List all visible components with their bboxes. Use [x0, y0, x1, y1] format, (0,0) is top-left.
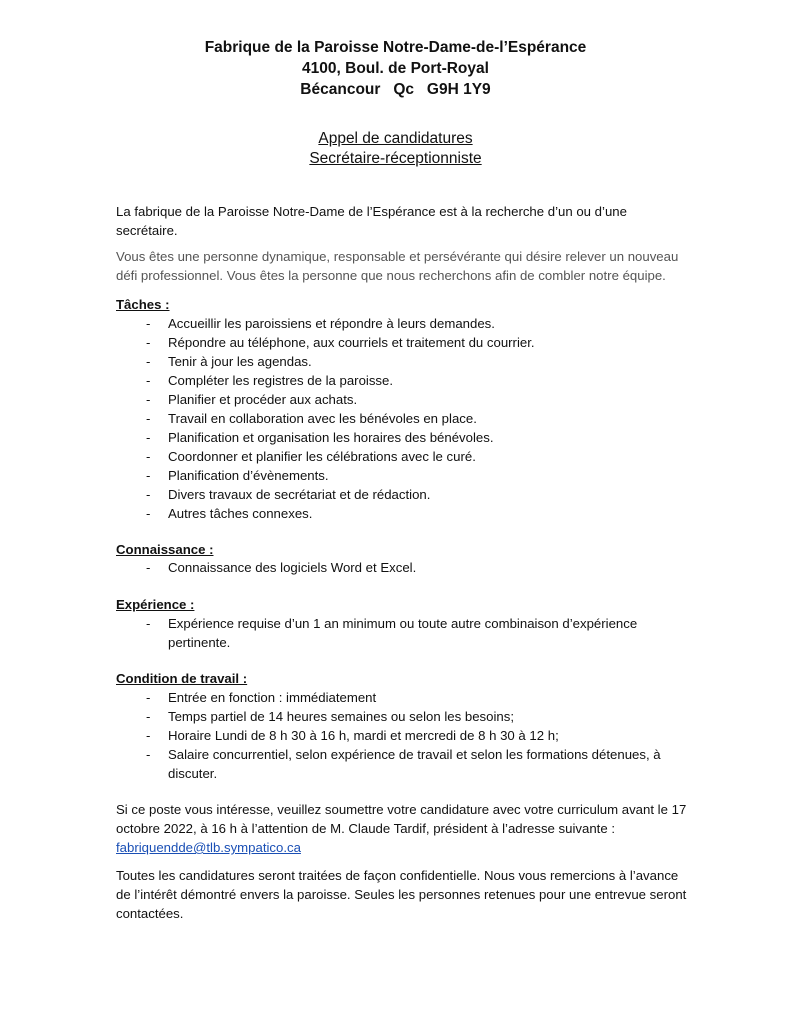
job-title: Secrétaire-réceptionniste: [309, 150, 482, 167]
document-title: [0, 129, 791, 169]
list-item: - Planification d’évènements.: [116, 466, 676, 485]
list-item: - Expérience requise d’un 1 an minimum ou toute autre combinaison d’expérience pertinente.: [116, 614, 656, 652]
list-item: - Planifier et procéder aux achats.: [116, 390, 676, 409]
intro-paragraph: La fabrique de la Paroisse Notre-Dame de l’Espérance est à la recherche d’un ou d’une secrétaire.: [116, 204, 627, 238]
experience-list: [116, 614, 656, 652]
list-item: - Connaissance des logiciels Word et Excel.: [116, 558, 676, 577]
list-item: - Entrée en fonction : immédiatement: [116, 688, 671, 707]
parish-header: [0, 37, 791, 100]
list-item: - Planification et organisation les horaires des bénévoles.: [116, 428, 676, 447]
list-item: - Horaire Lundi de 8 h 30 à 16 h, mardi et mercredi de 8 h 30 à 12 h;: [116, 726, 671, 745]
condition-list: [116, 688, 671, 783]
taches-list: [116, 314, 676, 523]
list-item: - Compléter les registres de la paroisse.: [116, 371, 676, 390]
call-for-applications-title: Appel de candidatures: [318, 130, 473, 147]
list-item: - Temps partiel de 14 heures semaines ou selon les besoins;: [116, 707, 671, 726]
experience-heading: Expérience :: [116, 597, 195, 612]
application-text: Si ce poste vous intéresse, veuillez soumettre votre candidature avec votre curriculum avant le 17 octobre 2022, à 16 h à l’attention de M. Claude Tardif, président à l’adresse suivante :: [116, 802, 687, 836]
email-link[interactable]: fabriquenddе@tlb.sympatico.ca: [116, 840, 301, 855]
connaissance-list: [116, 558, 676, 577]
parish-address: 4100, Boul. de Port-Royal: [302, 60, 489, 77]
parish-city: Bécancour Qc G9H 1Y9: [300, 81, 491, 98]
connaissance-heading: Connaissance :: [116, 542, 214, 557]
list-item: - Répondre au téléphone, aux courriels et traitement du courrier.: [116, 333, 676, 352]
list-item: - Coordonner et planifier les célébrations avec le curé.: [116, 447, 676, 466]
description-paragraph: Vous êtes une personne dynamique, responsable et persévérante qui désire relever un nouveau défi professionnel. Vous êtes la personne que nous recherchons afin de combler notre équipe.: [116, 249, 679, 283]
list-item: - Autres tâches connexes.: [116, 504, 676, 523]
list-item: - Salaire concurrentiel, selon expérience de travail et selon les formations détenues, à discuter.: [116, 745, 671, 783]
application-paragraph: [116, 800, 691, 857]
list-item: - Tenir à jour les agendas.: [116, 352, 676, 371]
list-item: - Travail en collaboration avec les bénévoles en place.: [116, 409, 676, 428]
taches-heading: Tâches :: [116, 297, 170, 312]
closing-paragraph: Toutes les candidatures seront traitées de façon confidentielle. Nous vous remercions à l’avance de l’intérêt démontré envers la paroisse. Seules les personnes retenues pour une entrevue seront contactées.: [116, 868, 687, 921]
list-item: - Accueillir les paroissiens et répondre à leurs demandes.: [116, 314, 676, 333]
parish-name: Fabrique de la Paroisse Notre-Dame-de-l’Espérance: [204, 39, 587, 56]
list-item: - Divers travaux de secrétariat et de rédaction.: [116, 485, 676, 504]
condition-heading: Condition de travail :: [116, 671, 248, 686]
